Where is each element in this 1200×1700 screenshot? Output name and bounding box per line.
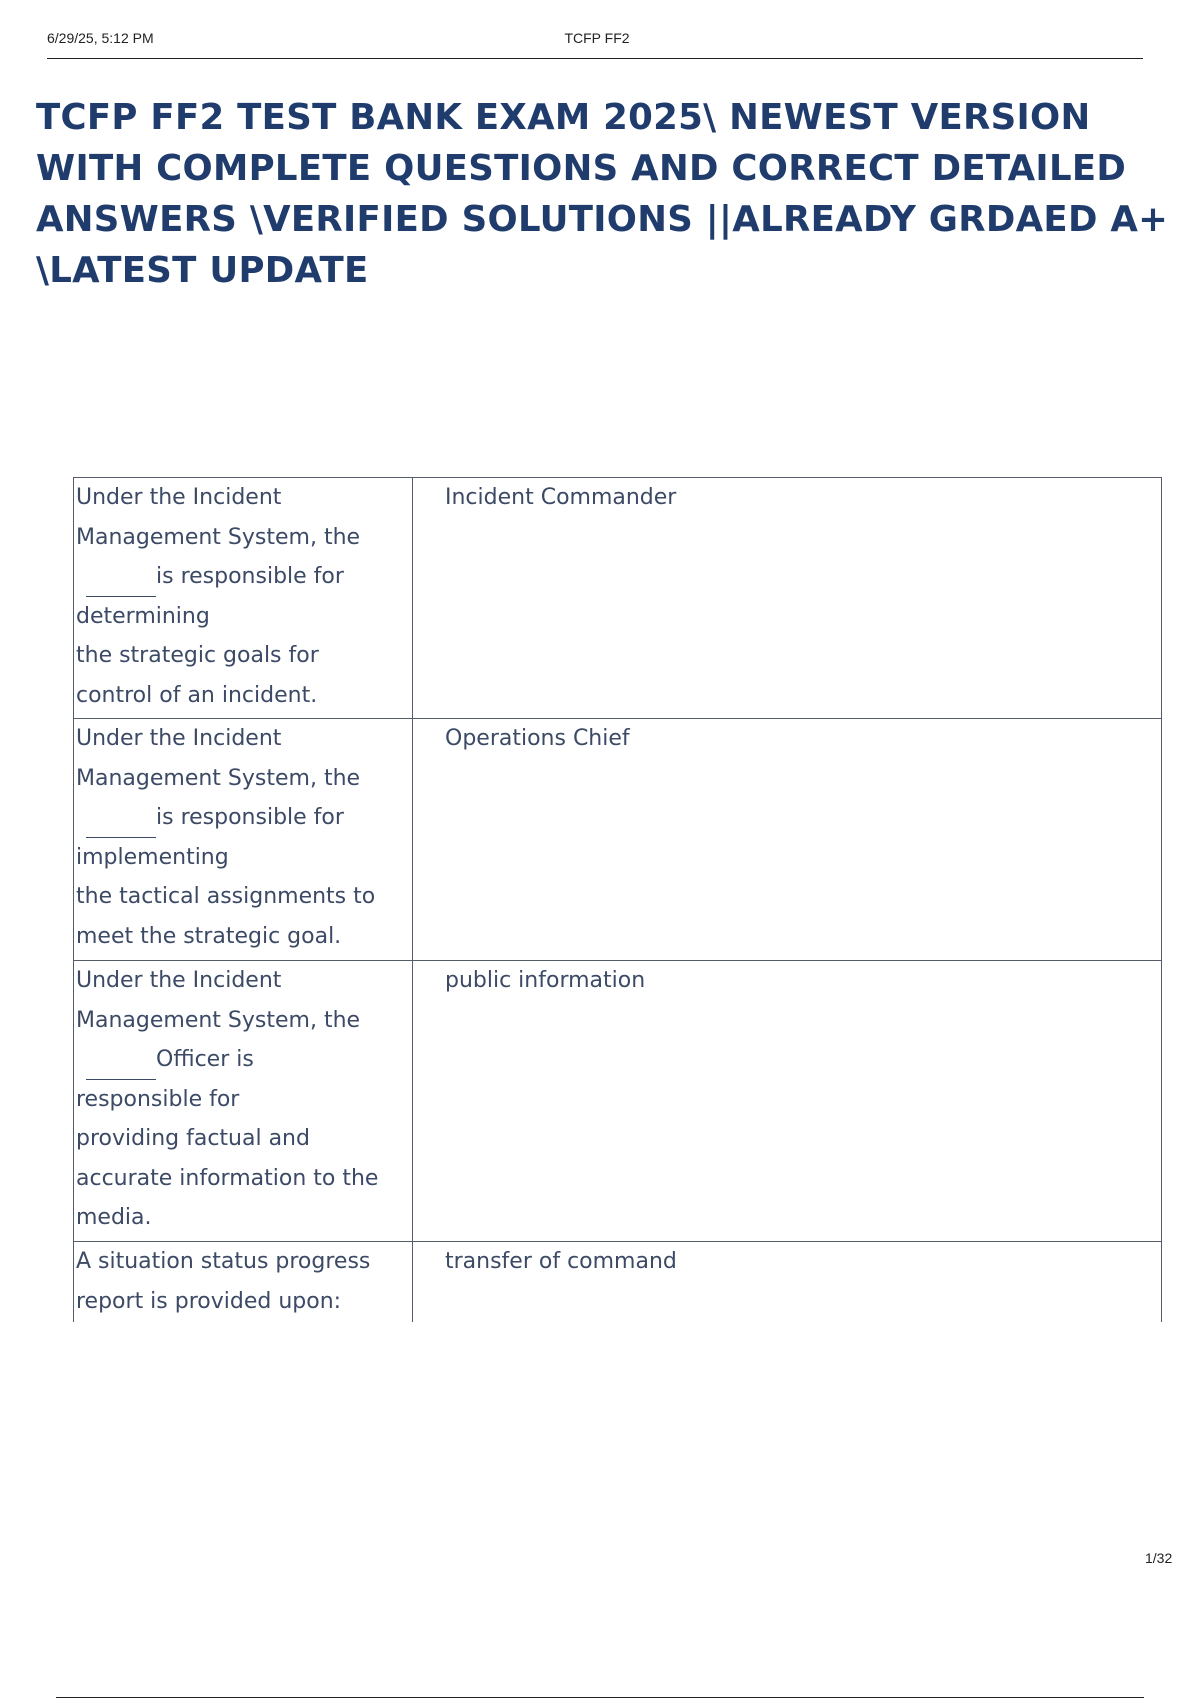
question-line: Under the Incident	[76, 726, 282, 751]
print-header	[47, 26, 1143, 59]
question-line-with-blank	[76, 1040, 412, 1080]
table-row	[74, 719, 1162, 961]
question-line: meet the strategic goal.	[76, 923, 342, 949]
question-line: media.	[76, 1205, 152, 1230]
question-line: accurate information to the	[76, 1165, 379, 1191]
question-cell	[74, 719, 413, 961]
question-line: determining	[76, 603, 210, 629]
title-line-3: ANSWERS \VERIFIED SOLUTIONS ||ALREADY GRDAED A+	[36, 199, 1169, 240]
answer-text: transfer of command	[445, 1249, 677, 1274]
table-row	[74, 478, 1162, 719]
question-line: the tactical assignments to	[76, 884, 376, 909]
question-line-text: is responsible for	[156, 564, 344, 589]
fill-in-blank	[86, 809, 156, 838]
answer-cell	[413, 961, 1162, 1242]
question-line: the strategic goals for	[76, 643, 319, 668]
question-line: Management System, the	[76, 1007, 361, 1033]
question-cell	[74, 961, 413, 1242]
answer-text: public information	[445, 968, 646, 993]
answer-text: Operations Chief	[445, 726, 630, 751]
fill-in-blank	[86, 1051, 156, 1080]
answer-cell	[413, 719, 1162, 961]
qa-table	[73, 477, 1162, 1322]
question-line: responsible for	[76, 1086, 240, 1112]
question-line: Management System, the	[76, 765, 361, 791]
answer-cell	[413, 478, 1162, 719]
table-row	[74, 1242, 1162, 1323]
question-line-text: Officer is	[156, 1047, 254, 1072]
document-title	[36, 92, 1176, 296]
question-line: Under the Incident	[76, 485, 282, 510]
fill-in-blank	[86, 568, 156, 597]
answer-text: Incident Commander	[445, 485, 677, 510]
question-line: implementing	[76, 844, 229, 870]
question-line: Under the Incident	[76, 968, 282, 993]
question-line-with-blank	[76, 557, 412, 597]
question-line: Management System, the	[76, 524, 361, 550]
table-row	[74, 961, 1162, 1242]
title-line-4: \LATEST UPDATE	[36, 250, 369, 291]
print-doc-name: TCFP FF2	[564, 30, 630, 46]
question-line: A situation status progress	[76, 1249, 371, 1274]
title-line-2: WITH COMPLETE QUESTIONS AND CORRECT DETAILED	[36, 148, 1127, 189]
qa-table-container	[73, 477, 1162, 1322]
bottom-divider	[56, 1697, 1144, 1698]
question-line: providing factual and	[76, 1126, 310, 1151]
question-cell	[74, 1242, 413, 1323]
question-cell	[74, 478, 413, 719]
print-date: 6/29/25, 5:12 PM	[47, 30, 154, 46]
title-line-1: TCFP FF2 TEST BANK EXAM 2025\ NEWEST VERSION	[36, 97, 1091, 138]
question-line-with-blank	[76, 798, 412, 838]
question-line: report is provided upon:	[76, 1288, 342, 1314]
question-line: control of an incident.	[76, 682, 318, 708]
answer-cell	[413, 1242, 1162, 1323]
page-number: 1/32	[1145, 1550, 1173, 1566]
question-line-text: is responsible for	[156, 805, 344, 830]
